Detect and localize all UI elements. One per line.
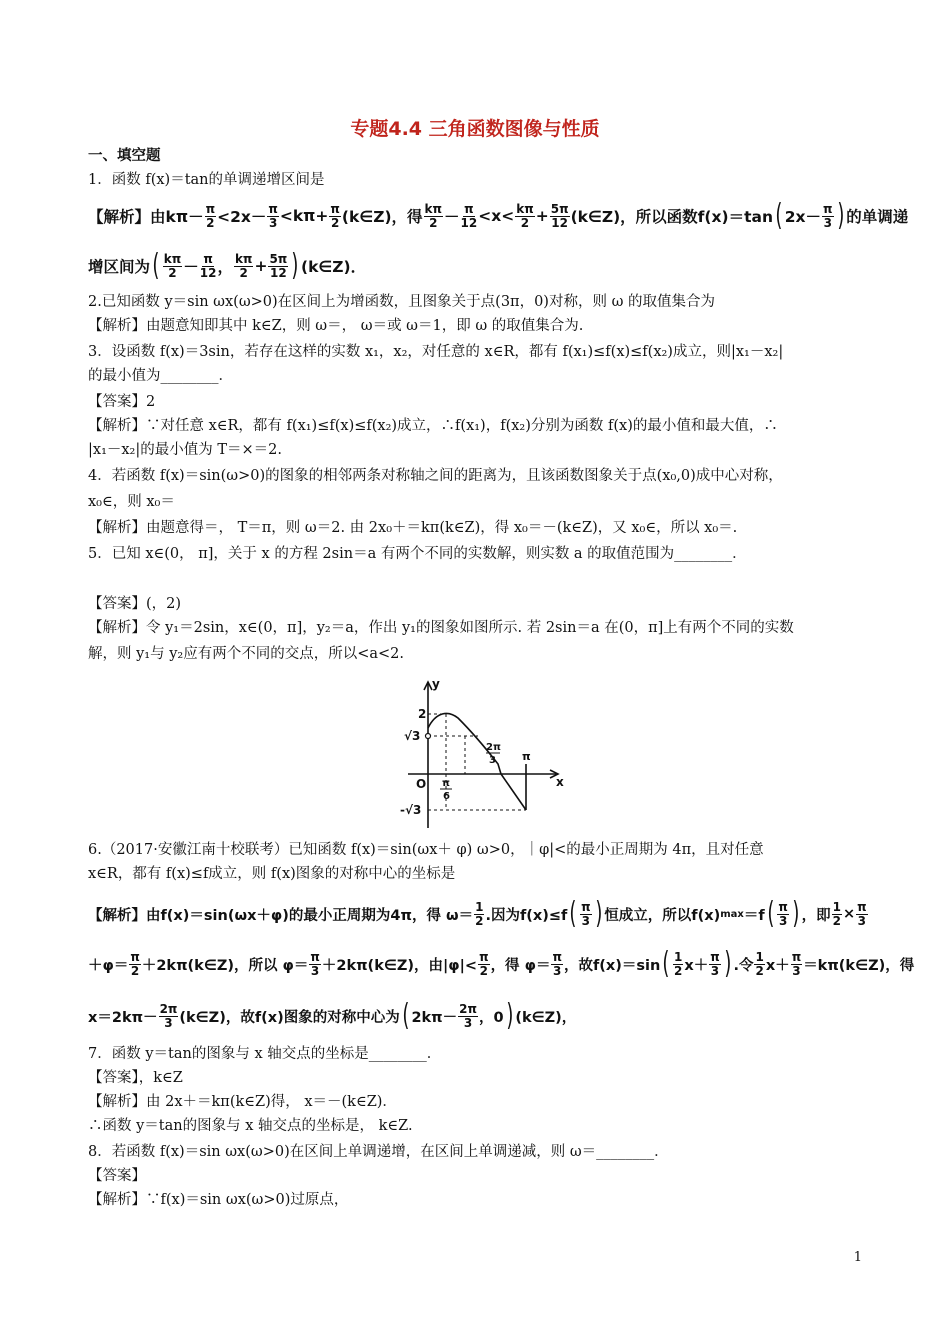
graph-x-label: x — [556, 775, 564, 789]
solution-2: 【解析】由题意知即其中 k∈Z，则 ω＝， ω＝或 ω＝1，即 ω 的取值集合为. — [88, 318, 584, 334]
graph-label-pi6-den: 6 — [443, 791, 450, 802]
solution-3-line-1: 【解析】∵对任意 x∈R，都有 f(x₁)≤f(x)≤f(x₂)成立，∴f(x₁)，f(x₂)分别为函数 f(x)的最小值和最大值，∴ — [88, 418, 778, 434]
question-6-line-2: x∈R，都有 f(x)≤f成立，则 f(x)图象的对称中心的坐标是 — [88, 866, 456, 882]
answer-5: 【答案】(，2) — [88, 596, 182, 612]
solution-1-line-1: 【解析】由 kπ－ $\frac{\pi}{2}$ <2x－ $\frac{\pi}{3}$ <kπ+ $\frac{\pi}{2}$ (k∈Z)，得 $\frac{k\pi}{2}$ － $\frac{\pi}{12}$ <x< $\frac{k\pi}{2}$ + $\frac{5\pi}{12}$ (k∈Z)，所以函数f(x)＝tan ( 2x－ $\frac{\pi}{3}$ ) 的单调递 — [88, 198, 909, 233]
question-3-line-1: 3．设函数 f(x)＝3sin，若存在这样的实数 x₁，x₂，对任意的 x∈R，都有 f(x₁)≤f(x)≤f(x₂)成立，则|x₁－x₂| — [88, 344, 784, 360]
answer-3: 【答案】2 — [88, 394, 156, 410]
solution-6-line-1: 【解析】由f(x)＝sin(ωx＋φ)的最小正周期为4π，得 ω＝ $\frac{1}{2}$ .因为f(x)≤f ( $\frac{\pi}{3}$ ) 恒成立，所以f(x) max ＝f ( $\frac{\pi}{3}$ ) ，即 $\frac{1}{2}$ × $\frac{\pi}{3}$ — [88, 896, 867, 931]
solution-1-line-2: 增区间为 ( $\frac{k\pi}{2}$ － $\frac{\pi}{12}$ ， $\frac{k\pi}{2}$ + $\frac{5\pi}{12}$ ) (k∈Z)． — [88, 248, 367, 283]
graph-label-pi6-num: π — [442, 778, 450, 789]
question-2: 2.已知函数 y＝sin ωx(ω>0)在区间上为增函数，且图象关于点(3π，0)对称，则 ω 的取值集合为 — [88, 294, 716, 310]
question-3-line-2: 的最小值为________． — [88, 368, 233, 384]
page-number: 1 — [853, 1250, 862, 1265]
solution-3-line-2: |x₁－x₂|的最小值为 T＝×＝2. — [88, 442, 283, 458]
question-6-line-1: 6.（2017·安徽江南十校联考）已知函数 f(x)＝sin(ωx＋ φ) ω>0，｜φ|<的最小正周期为 4π，且对任意 — [88, 842, 764, 858]
solution-7-line-2: ∴函数 y＝tan的图象与 x 轴交点的坐标是， k∈Z. — [88, 1118, 413, 1134]
question-1: 1．函数 f(x)＝tan的单调递增区间是 — [88, 172, 325, 188]
graph-label-2pi3-num: 2π — [486, 742, 501, 753]
solution-5-line-1: 【解析】令 y₁＝2sin，x∈(0，π]，y₂＝a，作出 y₁的图象如图所示. 若 2sin＝a 在(0，π]上有两个不同的实数 — [88, 620, 794, 636]
answer-7: 【答案】，k∈Z — [88, 1070, 183, 1086]
solution-6-line-3: x＝2kπ－ $\frac{2\pi}{3}$ (k∈Z)，故f(x)图象的对称中心为 ( 2kπ－ $\frac{2\pi}{3}$ ，0 ) (k∈Z)， — [88, 998, 577, 1033]
question-7: 7．函数 y＝tan的图象与 x 轴交点的坐标是________． — [88, 1046, 442, 1062]
question-5: 5．已知 x∈(0， π]，关于 x 的方程 2sin＝a 有两个不同的实数解，则实数 a 的取值范围为________． — [88, 546, 747, 562]
answer-8: 【答案】 — [88, 1168, 146, 1184]
graph-label-2: 2 — [418, 707, 427, 721]
graph-label-2pi3-den: 3 — [489, 755, 496, 766]
graph-origin-label: O — [416, 777, 427, 791]
solution-5-line-2: 解，则 y₁与 y₂应有两个不同的交点，所以<a<2. — [88, 646, 405, 662]
graph-label-pi: π — [522, 750, 531, 763]
solution-6-line-2: ＋φ＝ $\frac{\pi}{2}$ ＋2kπ(k∈Z)，所以 φ＝ $\frac{\pi}{3}$ ＋2kπ(k∈Z)，由|φ|< $\frac{\pi}{2}$ ，得 φ＝ $\frac{\pi}{3}$ ，故f(x)＝sin ( $\frac{1}{2}$ x＋ $\frac{\pi}{3}$ ) .令 $\frac{1}{2}$ x＋ $\frac{\pi}{3}$ ＝kπ(k∈Z)，得 — [88, 946, 915, 981]
solution-4: 【解析】由题意得＝， T＝π，则 ω＝2. 由 2x₀＋＝kπ(k∈Z)，得 x₀＝－(k∈Z)，又 x₀∈，所以 x₀＝. — [88, 520, 738, 536]
page-title: 专题4.4 三角函数图像与性质 — [350, 118, 600, 140]
graph-label-neg-sqrt3: -√3 — [400, 803, 422, 817]
question-8: 8．若函数 f(x)＝sin ωx(ω>0)在区间上单调递增，在区间上单调递减，则 ω＝________． — [88, 1144, 669, 1160]
section-heading: 一、填空题 — [88, 148, 161, 164]
solution-7-line-1: 【解析】由 2x＋＝kπ(k∈Z)得， x＝－(k∈Z)． — [88, 1094, 397, 1110]
solution-8: 【解析】∵f(x)＝sin ωx(ω>0)过原点， — [88, 1192, 349, 1208]
question-4-line-1: 4．若函数 f(x)＝sin(ω>0)的图象的相邻两条对称轴之间的距离为，且该函数图象关于点(x₀,0)成中心对称， — [88, 468, 783, 484]
sine-graph-figure — [398, 676, 568, 834]
graph-y-label: y — [432, 677, 440, 691]
open-endpoint — [426, 734, 431, 739]
graph-label-sqrt3: √3 — [404, 729, 421, 743]
question-4-line-2: x₀∈，则 x₀＝ — [88, 494, 175, 510]
